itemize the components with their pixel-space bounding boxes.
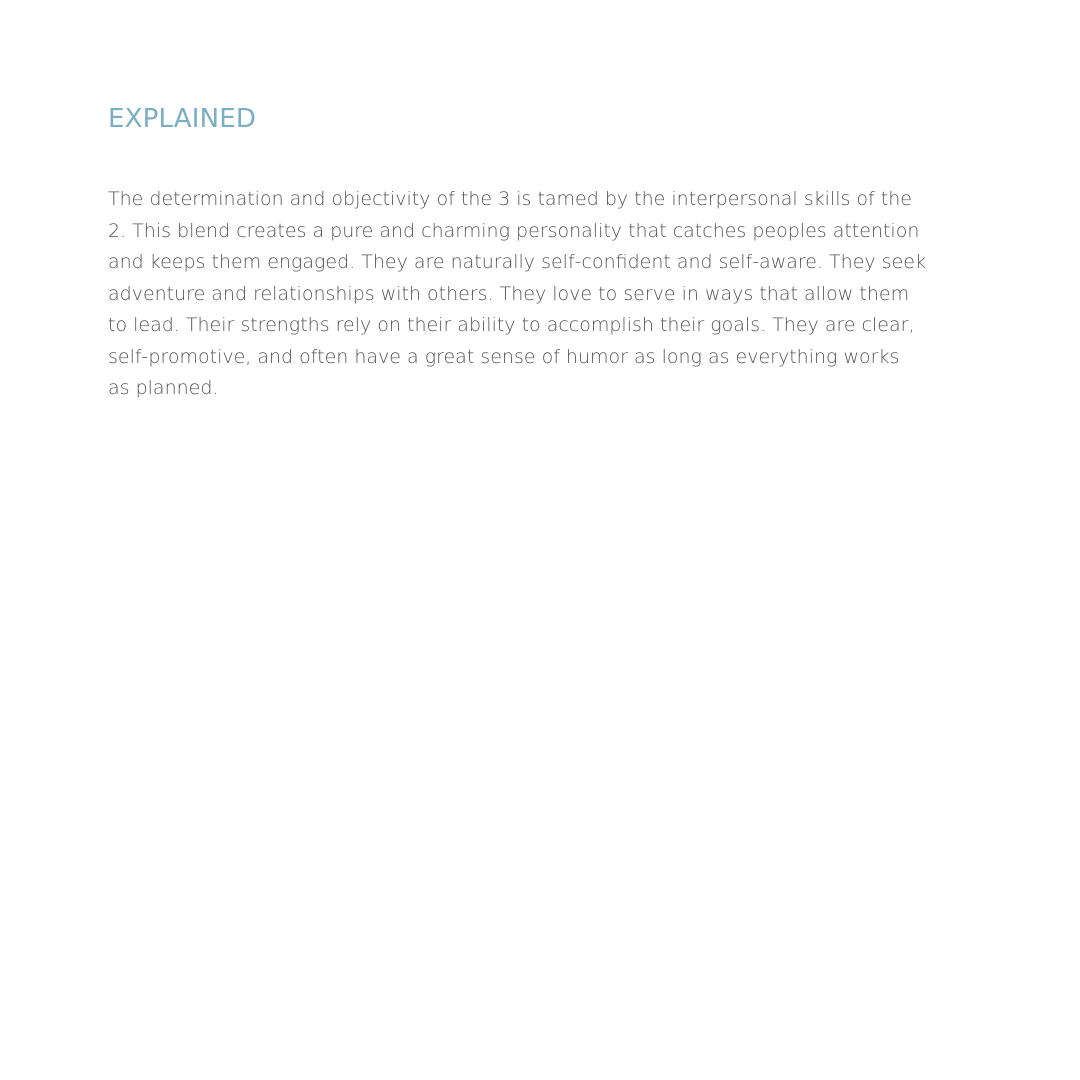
section-paragraph xyxy=(108,184,926,405)
paragraph-line: self-promotive, and often have a great sense of humor as long as everything works xyxy=(108,345,900,368)
paragraph-line: adventure and relationships with others. They love to serve in ways that allow them xyxy=(108,282,910,305)
section-heading: EXPLAINED xyxy=(108,104,257,134)
paragraph-line: The determination and objectivity of the 3 is tamed by the interpersonal skills of the xyxy=(108,188,912,210)
paragraph-line: to lead. Their strengths rely on their ability to accomplish their goals. They are clear, xyxy=(108,314,915,336)
paragraph-line: as planned. xyxy=(108,377,219,399)
paragraph-line: and keeps them engaged. They are naturally self-confident and self-aware. They seek xyxy=(108,251,926,273)
paragraph-line: 2. This blend creates a pure and charming personality that catches peoples attention xyxy=(108,219,920,242)
